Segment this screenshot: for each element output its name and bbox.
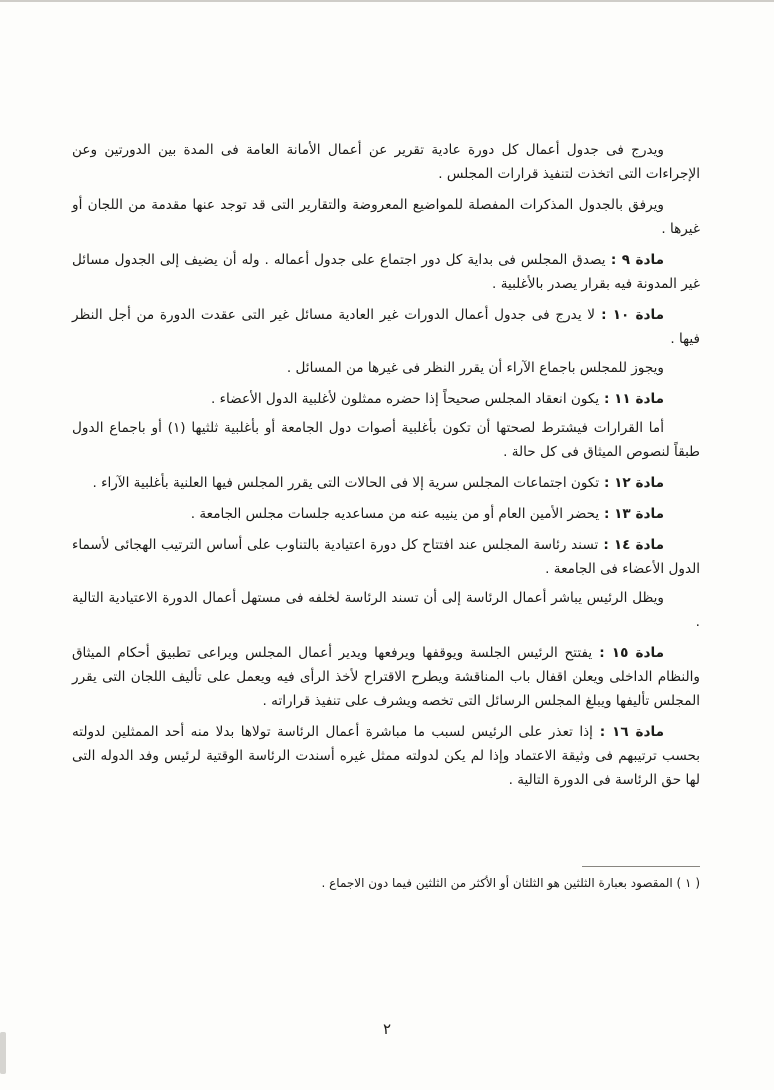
scan-artifact-top-edge [0, 0, 774, 2]
paragraph [72, 720, 700, 792]
article-label: مادة ١٠ : [595, 307, 664, 323]
paragraph [72, 356, 700, 380]
article-label: مادة ٩ : [605, 252, 664, 268]
footnote-area [74, 866, 700, 892]
paragraph-text: يصدق المجلس فى بداية كل دور اجتماع على جدول أعماله . وله أن يضيف إلى الجدول مسائل غير المدونة فيه بقرار يصدر بالأغلبية . [72, 252, 700, 292]
article-label: مادة ١٥ : [592, 645, 664, 661]
paragraph [72, 416, 700, 464]
paragraph [72, 502, 700, 526]
paragraph-text: لا يدرج فى جدول أعمال الدورات غير العادية مسائل غير التى عقدت الدورة من أجل النظر فيها . [72, 307, 700, 347]
article-label: مادة ١٣ : [599, 506, 664, 522]
paragraph-text: ويرفق بالجدول المذكرات المفصلة للمواضيع المعروضة والتقارير التى قد توجد عنها مقدمة من اللجان أو غيرها . [72, 197, 700, 237]
paragraph [72, 641, 700, 713]
paragraph [72, 138, 700, 186]
article-label: مادة ١١ : [599, 391, 664, 407]
footnote: ( ١ ) المقصود بعبارة الثلثين هو الثلثان أو الأكثر من الثلثين فيما دون الاجماع . [321, 876, 700, 890]
article-label: مادة ١٢ : [599, 475, 664, 491]
paragraph-text: ويظل الرئيس يباشر أعمال الرئاسة إلى أن تسند الرئاسة لخلفه فى مستهل أعمال الدورة الاعتيادية التالية . [72, 590, 700, 630]
paragraph-text: ويجوز للمجلس باجماع الآراء أن يقرر النظر فى غيرها من المسائل . [286, 360, 664, 376]
article-label: مادة ١٦ : [592, 724, 664, 740]
paragraph-text: يحضر الأمين العام أو من ينيبه عنه من مساعديه جلسات مجلس الجامعة . [190, 506, 600, 522]
paragraph-text: ويدرج فى جدول أعمال كل دورة عادية تقرير عن أعمال الأمانة العامة فى المدة بين الدورتين وعن الإجراءات التى اتخذت لتنفيذ قرارات المجلس . [72, 142, 700, 182]
paragraph [72, 303, 700, 351]
article-label: مادة ١٤ : [598, 537, 665, 553]
paragraph-text: يفتتح الرئيس الجلسة ويوقفها ويرفعها ويدير أعمال المجلس ويراعى تطبيق أحكام الميثاق والنظام الداخلى ويعلن اقفال باب المناقشة ويطرح الاقتراح لأخذ الرأى فيه ويعمل على تأليف اللجان التى يقرر المجلس تأليفها ويبلغ المجلس الرسائل التى تخصه ويشرف على تنفيذ قراراته . [72, 645, 700, 709]
paragraph-text: تسند رئاسة المجلس عند افتتاح كل دورة اعتيادية بالتناوب على أساس الترتيب الهجائى لأسماء الدول الأعضاء فى الجامعة . [72, 537, 700, 577]
paragraph [72, 533, 700, 581]
paragraph [72, 193, 700, 241]
paragraph-text: أما القرارات فيشترط لصحتها أن تكون بأغلبية أصوات دول الجامعة أو بأغلبية ثلثيها (١) أو باجماع الدول طبقاً لنصوص الميثاق فى كل حالة . [72, 420, 700, 460]
paragraph [72, 387, 700, 411]
scan-artifact-corner [0, 1032, 6, 1074]
paragraph-text: يكون انعقاد المجلس صحيحاً إذا حضره ممثلون لأغلبية الدول الأعضاء . [211, 391, 600, 407]
footnote-separator [582, 866, 700, 867]
paragraph [72, 586, 700, 634]
paragraph [72, 471, 700, 495]
paragraph-text: إذا تعذر على الرئيس لسبب ما مباشرة أعمال الرئاسة تولاها بدلا منه أحد الممثلين لدولته بحسب ترتيبهم فى وثيقة الاعتماد وإذا لم يكن لدولته ممثل غيره أسندت الرئاسة الوقتية لرئيس وفد الدوله التى لها حق الرئاسة فى الدورة التالية . [72, 724, 700, 788]
page-number: ٢ [382, 1020, 392, 1038]
paragraph-text: تكون اجتماعات المجلس سرية إلا فى الحالات التى يقرر المجلس فيها العلنية بأغلبية الآراء . [92, 475, 600, 491]
document-body [72, 138, 700, 797]
paragraph [72, 248, 700, 296]
